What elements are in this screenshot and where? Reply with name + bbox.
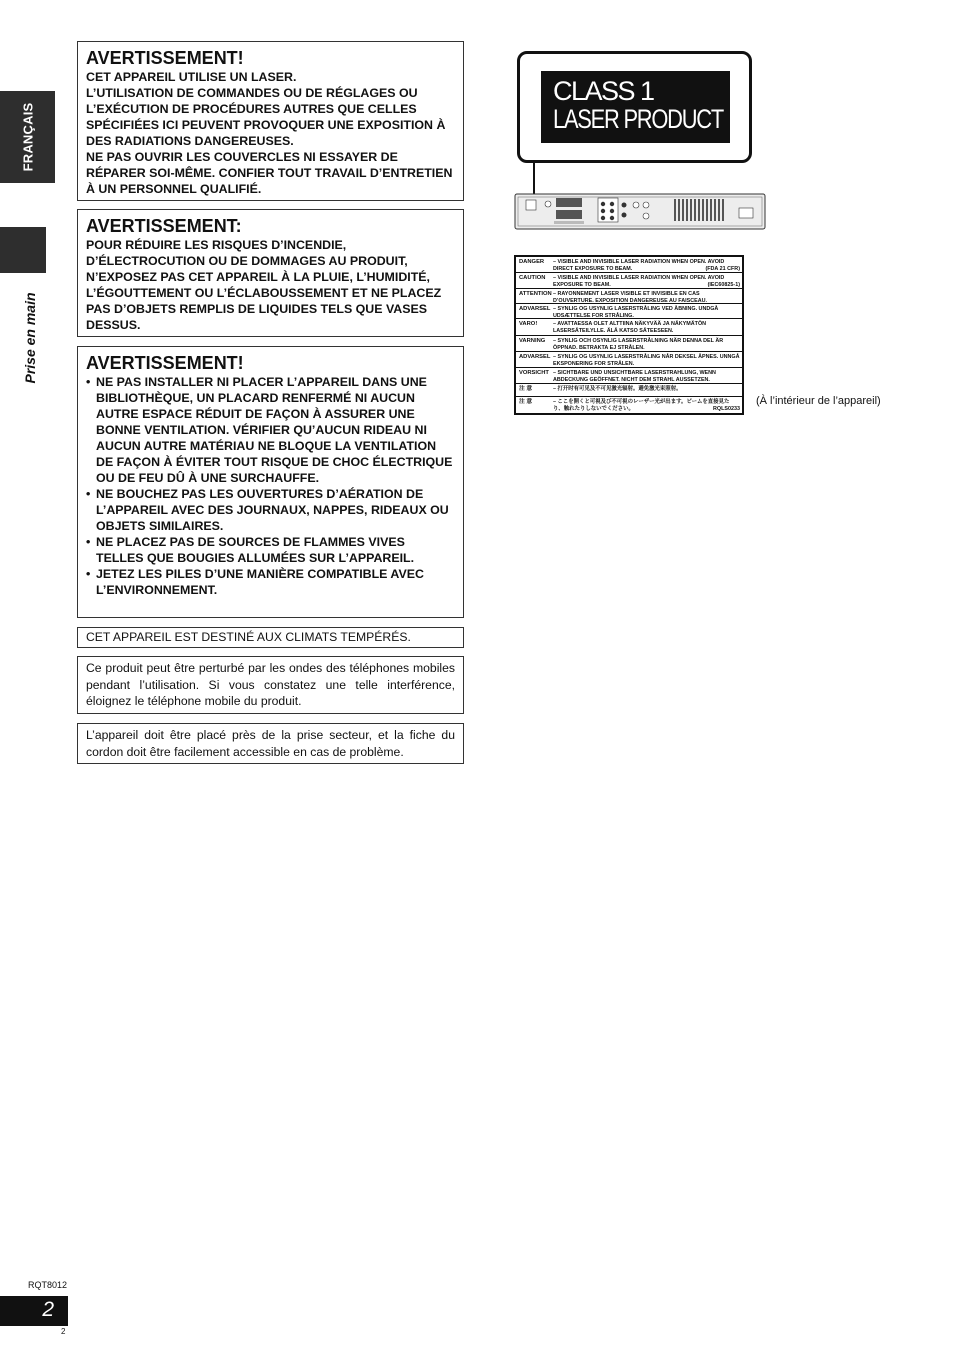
warning-item: • NE PAS INSTALLER NI PLACER L’APPAREIL DANS UNE BIBLIOTHÈQUE, UN PLACARD RENFERMÉ NI AUCUN AUTRE ESPACE RÉDUIT DE FAÇON À ASSURER UNE BONNE VENTILATION. VÉRIFIER QU’AUCUN RIDEAU NI AUCUN AUTRE MATÉRIAU NE BLOQUE LA VENTILATION DE FAÇON À ÉVITER TOUT RISQUE DE CHOC ÉLECTRIQUE OU DE FEU DÛ À UNE SURCHAUFFE. <box>86 374 455 486</box>
warning-laser-box <box>77 41 464 201</box>
warning-line: CET APPAREIL UTILISE UN LASER. <box>86 70 297 84</box>
laser-table-row-label: 注 意 <box>519 399 533 405</box>
laser-table-row-warning: – SYNLIG OG USYNLIG LASERSTRÅLING NÅR DEKSEL ÅPNES. UNNGÅ EKSPONERING FOR STRÅLEN. <box>553 354 740 367</box>
language-tab-label: FRANÇAIS <box>20 102 35 172</box>
laser-table-row-warning: – RAYONNEMENT LASER VISIBLE ET INVISIBLE EN CAS D’OUVERTURE. EXPOSITION DANGEREUSE AU FAISCEAU. <box>553 291 708 304</box>
laser-table-row <box>516 257 742 273</box>
section-label: Prise en main <box>22 292 38 384</box>
class1-laser-label <box>517 51 752 163</box>
laser-table-row-text <box>553 321 742 335</box>
laser-table-row-label: DANGER <box>519 259 545 265</box>
laser-table-row-ref: (FDA 21 CFR) <box>705 265 740 272</box>
laser-warning-table <box>514 255 744 415</box>
document-code: RQT8012 <box>28 1280 68 1290</box>
laser-table-row-label: ADVARSEL <box>519 306 551 312</box>
laser-table-row <box>516 336 742 352</box>
interior-caption: (À l’intérieur de l’appareil) <box>756 395 881 407</box>
laser-table-row-label: CAUTION <box>519 275 546 281</box>
laser-table-row-label: ATTENTION <box>519 291 552 297</box>
laser-table-row-label: VARO! <box>519 321 538 327</box>
page-number-small: 2 <box>61 1327 66 1336</box>
laser-table-row-text <box>553 386 742 396</box>
laser-table-row <box>516 397 742 412</box>
warning-line: NE PAS OUVRIR LES COUVERCLES NI ESSAYER DE RÉPARER SOI-MÊME. CONFIER TOUT TRAVAIL D’ENTRETIEN À UN PERSONNEL QUALIFIÉ. <box>86 150 453 196</box>
warning-title: AVERTISSEMENT! <box>86 353 244 373</box>
laser-table-row-text <box>553 306 742 318</box>
warning-text: POUR RÉDUIRE LES RISQUES D’INCENDIE, D’ÉLECTROCUTION OU DE DOMMAGES AU PRODUIT, N’EXPOSEZ PAS CET APPAREIL À LA PLUIE, L’HUMIDITÉ, L’ÉGOUTTEMENT OU L’ÉCLABOUSSEMENT ET NE PLACEZ PAS D’OBJETS REMPLIS DE LIQUIDES TELS QUE VASES DESSUS. <box>86 238 442 332</box>
warning-title: AVERTISSEMENT: <box>86 216 242 236</box>
laser-table-row-text <box>553 399 742 412</box>
laser-table-row-warning: – SYNLIG OCH OSYNLIG LASERSTRÅLNING NÄR DENNA DEL ÄR ÖPPNAD. BETRAKTA EJ STRÅLEN. <box>553 338 724 351</box>
laser-table-row <box>516 384 742 397</box>
warning-item: • JETEZ LES PILES D’UNE MANIÈRE COMPATIBLE AVEC L’ENVIRONNEMENT. <box>86 566 455 598</box>
warning-list <box>86 374 455 598</box>
device-rear-panel-illustration <box>514 193 766 230</box>
page-number-box <box>0 1296 68 1326</box>
laser-table-row-text <box>553 259 742 272</box>
laser-table-row-label: VORSICHT <box>519 370 549 376</box>
laser-label-plate <box>541 71 730 143</box>
page-number: 2 <box>42 1298 54 1321</box>
laser-table-row-warning: – VISIBLE AND INVISIBLE LASER RADIATION WHEN OPEN. AVOID EXPOSURE TO BEAM. <box>553 275 725 288</box>
laser-table-row-text <box>553 370 742 383</box>
warning-fire-box <box>77 209 464 337</box>
laser-table-row-warning: – VISIBLE AND INVISIBLE LASER RADIATION WHEN OPEN. AVOID DIRECT EXPOSURE TO BEAM. <box>553 259 725 272</box>
laser-table-row-text <box>553 275 742 288</box>
laser-table-row-text <box>553 338 742 351</box>
laser-table-row-label: 注 意 <box>519 386 533 392</box>
laser-table-row-text <box>553 291 742 303</box>
laser-table-row-ref: RQLS0233 <box>713 405 740 412</box>
laser-table-row <box>516 368 742 384</box>
laser-table-row-warning: – 打开时有可见及不可见激光辐射。避免激光束照射。 <box>553 386 682 392</box>
language-tab <box>0 91 55 183</box>
notice-plug-text: L’appareil doit être placé près de la prise secteur, et la fiche du cordon doit être facilement accessible en cas de problème. <box>86 728 455 759</box>
notice-climate-text: CET APPAREIL EST DESTINÉ AUX CLIMATS TEMPÉRÉS. <box>86 630 411 644</box>
warning-line: L’UTILISATION DE COMMANDES OU DE RÉGLAGES OU L’EXÉCUTION DE PROCÉDURES AUTRES QUE CELLES SPÉCIFIÉES ICI PEUVENT PROVOQUER UNE EXPOSITION À DES RADIATIONS DANGEREUSES. <box>86 86 446 148</box>
laser-table-row-label: VARNING <box>519 338 546 344</box>
section-tab <box>0 227 46 273</box>
notice-climate-box <box>77 627 464 648</box>
laser-table-row <box>516 304 742 319</box>
laser-table-row-text <box>553 354 742 367</box>
laser-label-line1: CLASS 1 <box>553 76 654 106</box>
laser-table-row <box>516 273 742 289</box>
warning-item: • NE BOUCHEZ PAS LES OUVERTURES D’AÉRATION DE L’APPAREIL AVEC DES JOURNAUX, NAPPES, RIDEAUX OU OBJETS SIMILAIRES. <box>86 486 455 534</box>
laser-table-row <box>516 289 742 304</box>
laser-table-row-warning: – ここを開くと可視及び不可視のレーザー光が出ます。ビームを直接見たり、触れたりしないでください。 <box>553 399 730 412</box>
laser-table-row-label: ADVARSEL <box>519 354 551 360</box>
laser-table-row-warning: – AVATTAESSA OLET ALTTIINA NÄKYVÄÄ JA NÄKYMÄTÖN LASERSÄTEILYLLE. ÄLÄ KATSO SÄTEESEEN. <box>553 321 707 334</box>
notice-mobile-text: Ce produit peut être perturbé par les ondes des téléphones mobiles pendant l’utilisation. Si vous constatez une telle interférence, éloignez le téléphone mobile du produit. <box>86 661 455 708</box>
laser-table-row-warning: – SYNLIG OG USYNLIG LASERSTRÅLING VED ÅBNING. UNDGÅ UDSÆTTELSE FOR STRÅLING. <box>553 306 719 319</box>
laser-table-row-warning: – SICHTBARE UND UNSICHTBARE LASERSTRAHLUNG, WENN ABDECKUNG GEÖFFNET. NICHT DEM STRAHL AUSSETZEN. <box>553 370 716 383</box>
laser-table-row-ref: (IEC60825-1) <box>707 281 740 288</box>
warning-item: • NE PLACEZ PAS DE SOURCES DE FLAMMES VIVES TELLES QUE BOUGIES ALLUMÉES SUR L’APPAREIL. <box>86 534 455 566</box>
warning-ventilation-box <box>77 346 464 618</box>
notice-mobile-box <box>77 656 464 714</box>
laser-table-row <box>516 352 742 368</box>
warning-title: AVERTISSEMENT! <box>86 48 244 68</box>
notice-plug-box <box>77 723 464 764</box>
laser-label-line2: LASER PRODUCT <box>553 104 723 134</box>
laser-table-row <box>516 319 742 336</box>
